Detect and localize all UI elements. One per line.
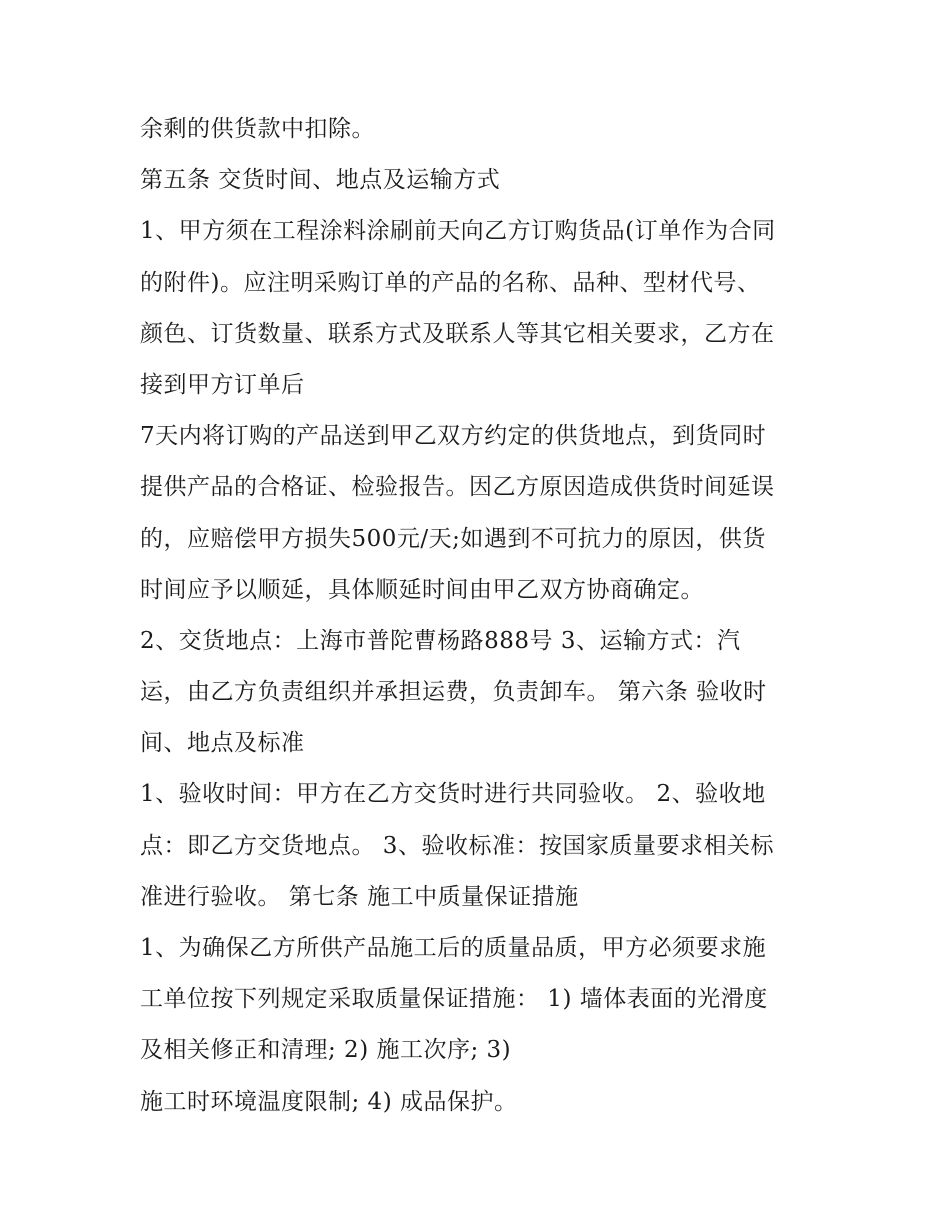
text-line: 施工时环境温度限制; 4) 成品保护。 — [140, 1088, 518, 1115]
text-line: 间、地点及标准 — [140, 730, 305, 757]
text-line: 1、为确保乙方所供产品施工后的质量品质，甲方必须要求施 — [140, 935, 767, 961]
document-body — [140, 104, 830, 1128]
text-line: 及相关修正和清理; 2) 施工次序; 3) — [140, 1037, 512, 1064]
text-line: 2、交货地点：上海市普陀曹杨路888号 3、运输方式：汽 — [140, 627, 741, 654]
text-line: 准进行验收。 第七条 施工中质量保证措施 — [140, 883, 579, 910]
text-line: 1、验收时间：甲方在乙方交货时进行共同验收。 2、验收地 — [140, 781, 766, 808]
text-line: 1、甲方须在工程涂料涂刷前天向乙方订购货品(订单作为合同 — [140, 218, 776, 245]
text-line: 接到甲方订单后 — [140, 371, 305, 398]
text-line: 的，应赔偿甲方损失500元/天;如遇到不可抗力的原因，供货 — [140, 525, 766, 552]
text-line: 时间应予以顺延，具体顺延时间由甲乙双方协商确定。 — [140, 576, 704, 603]
text-line: 的附件)。应注明采购订单的产品的名称、品种、型材代号、 — [140, 269, 761, 296]
text-line: 7天内将订购的产品送到甲乙双方约定的供货地点，到货同时 — [140, 423, 767, 450]
text-line: 提供产品的合格证、检验报告。因乙方原因造成供货时间延误 — [140, 474, 775, 501]
section-heading: 第五条 交货时间、地点及运输方式 — [140, 167, 501, 194]
text-line: 运，由乙方负责组织并承担运费，负责卸车。 第六条 验收时 — [140, 679, 767, 706]
text-line: 余剩的供货款中扣除。 — [140, 116, 375, 142]
text-line: 工单位按下列规定采取质量保证措施： 1) 墙体表面的光滑度 — [140, 986, 768, 1013]
text-line: 点：即乙方交货地点。 3、验收标准：按国家质量要求相关标 — [140, 832, 774, 859]
text-line: 颜色、订货数量、联系方式及联系人等其它相关要求，乙方在 — [140, 320, 775, 347]
